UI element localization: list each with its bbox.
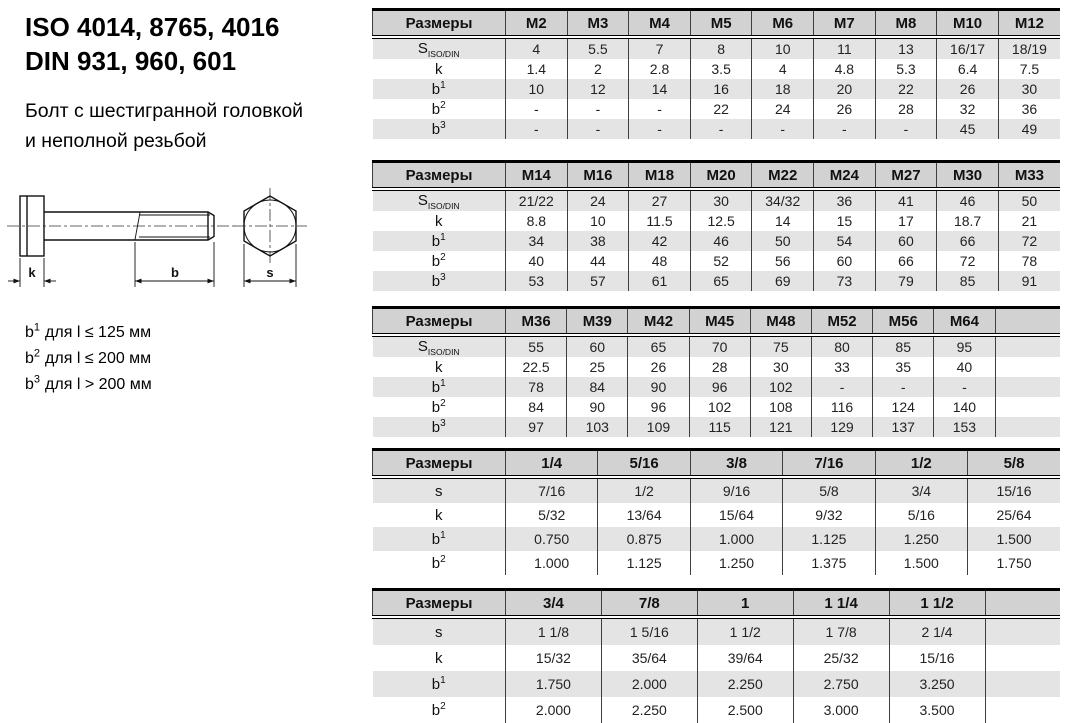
value-cell: 116 (811, 397, 872, 417)
table-row (373, 477, 1061, 503)
value-cell: 28 (875, 99, 937, 119)
value-cell: 129 (811, 417, 872, 437)
column-header: M2 (506, 10, 568, 38)
value-cell: 12.5 (690, 211, 752, 231)
value-cell: 0.875 (598, 527, 690, 551)
value-cell: 27 (629, 189, 691, 211)
empty-header-cell (995, 308, 1060, 336)
value-cell: 4.8 (814, 59, 876, 79)
value-cell: 102 (689, 397, 750, 417)
row-label: k (435, 358, 443, 376)
table-row (373, 697, 1061, 723)
value-cell: 40 (934, 357, 995, 377)
value-cell: 115 (689, 417, 750, 437)
empty-cell (995, 377, 1060, 397)
value-cell: 14 (629, 79, 691, 99)
row-label: $b^3$ (373, 119, 506, 139)
value-cell: 1/2 (598, 477, 690, 503)
value-cell: 11 (814, 37, 876, 59)
value-cell: - (567, 119, 629, 139)
value-cell: - (814, 119, 876, 139)
value-cell: 30 (998, 79, 1060, 99)
value-cell: 57 (567, 271, 629, 291)
product-description (25, 96, 303, 156)
row-label: $b^3$ (373, 417, 506, 437)
table-row (373, 357, 1061, 377)
value-cell: 21/22 (506, 189, 568, 211)
value-cell: 38 (567, 231, 629, 251)
value-cell: 9/16 (690, 477, 782, 503)
value-cell: 124 (873, 397, 934, 417)
value-cell: 48 (629, 251, 691, 271)
table-row (373, 189, 1061, 211)
value-cell: 40 (506, 251, 568, 271)
value-cell: 1.000 (506, 551, 598, 575)
footnote-b2: $b^2$ для l ≤ 200 мм (25, 347, 152, 367)
empty-cell (985, 671, 1060, 697)
value-cell: 1.125 (783, 527, 875, 551)
column-header: M27 (875, 162, 937, 190)
value-cell: 8 (690, 37, 752, 59)
value-cell: 22.5 (506, 357, 567, 377)
sizes-header-cell: Размеры (373, 450, 506, 478)
dimension-label-b: b (171, 265, 179, 280)
dimension-lines (8, 242, 296, 287)
row-label: $b^1$ (373, 671, 506, 697)
value-cell: 0.750 (506, 527, 598, 551)
value-cell: 22 (875, 79, 937, 99)
value-cell: 17 (875, 211, 937, 231)
column-header: M8 (875, 10, 937, 38)
column-header: M6 (752, 10, 814, 38)
value-cell: 52 (690, 251, 752, 271)
column-header: M24 (814, 162, 876, 190)
left-column (0, 0, 370, 720)
row-label: $S_{ISO/DIN}$ (373, 335, 506, 357)
row-label: s (373, 617, 506, 645)
column-header: M20 (690, 162, 752, 190)
value-cell: 3.5 (690, 59, 752, 79)
value-cell: 44 (567, 251, 629, 271)
value-cell: 102 (750, 377, 811, 397)
value-cell: 5.3 (875, 59, 937, 79)
value-cell: - (506, 119, 568, 139)
column-header: 3/4 (506, 590, 602, 618)
value-cell: 14 (752, 211, 814, 231)
value-cell: 46 (937, 189, 999, 211)
dimension-label-k: k (28, 265, 36, 280)
value-cell: 3/4 (875, 477, 967, 503)
value-cell: 137 (873, 417, 934, 437)
value-cell: - (875, 119, 937, 139)
table-row (373, 397, 1061, 417)
value-cell: 60 (814, 251, 876, 271)
value-cell: 54 (814, 231, 876, 251)
value-cell: - (506, 99, 568, 119)
value-cell: 1.4 (506, 59, 568, 79)
value-cell: 70 (689, 335, 750, 357)
value-cell: 84 (567, 377, 628, 397)
value-cell: 3.250 (889, 671, 985, 697)
value-cell: 3.000 (793, 697, 889, 723)
value-cell: 34 (506, 231, 568, 251)
value-cell: 10 (506, 79, 568, 99)
column-header: M39 (567, 308, 628, 336)
value-cell: 41 (875, 189, 937, 211)
column-header: 1 1/4 (793, 590, 889, 618)
value-cell: 10 (567, 211, 629, 231)
value-cell: 34/32 (752, 189, 814, 211)
value-cell: - (629, 119, 691, 139)
row-label: $S_{ISO/DIN}$ (373, 37, 506, 59)
value-cell: 96 (628, 397, 689, 417)
product-description-line2: и неполной резьбой (25, 130, 207, 152)
value-cell: 78 (998, 251, 1060, 271)
column-header: M52 (811, 308, 872, 336)
value-cell: 50 (752, 231, 814, 251)
value-cell: 15 (814, 211, 876, 231)
value-cell: 2.500 (697, 697, 793, 723)
value-cell: 5/32 (506, 503, 598, 527)
column-header: M64 (934, 308, 995, 336)
value-cell: - (934, 377, 995, 397)
dimension-table-3 (372, 306, 1060, 437)
value-cell: 26 (628, 357, 689, 377)
value-cell: 66 (875, 251, 937, 271)
column-header: M45 (689, 308, 750, 336)
table-row (373, 59, 1061, 79)
standards-title (25, 10, 279, 78)
value-cell: 72 (998, 231, 1060, 251)
column-header: M10 (937, 10, 999, 38)
column-header: M42 (628, 308, 689, 336)
value-cell: 18.7 (937, 211, 999, 231)
dimension-table-5 (372, 588, 1060, 723)
value-cell: 95 (934, 335, 995, 357)
sizes-header-cell: Размеры (373, 162, 506, 190)
row-label: k (435, 649, 443, 667)
row-label: $b^2$ (431, 554, 446, 572)
value-cell: 73 (814, 271, 876, 291)
table-row (373, 645, 1061, 671)
value-cell: 2.8 (629, 59, 691, 79)
value-cell: 2.750 (793, 671, 889, 697)
value-cell: 80 (811, 335, 872, 357)
dimension-table-2 (372, 160, 1060, 291)
value-cell: 7.5 (998, 59, 1060, 79)
column-header: 3/8 (690, 450, 782, 478)
table-row (373, 377, 1061, 397)
row-label: $b^2$ (431, 398, 446, 416)
value-cell: 24 (567, 189, 629, 211)
value-cell: 26 (814, 99, 876, 119)
value-cell: 60 (567, 335, 628, 357)
value-cell: 79 (875, 271, 937, 291)
value-cell: 56 (752, 251, 814, 271)
column-header: M7 (814, 10, 876, 38)
iso-standards-line: ISO 4014, 8765, 4016 (25, 12, 280, 42)
value-cell: 1.500 (875, 551, 967, 575)
value-cell: 2.000 (506, 697, 602, 723)
value-cell: 9/32 (783, 503, 875, 527)
value-cell: 65 (690, 271, 752, 291)
value-cell: 2.250 (601, 697, 697, 723)
value-cell: 15/16 (968, 477, 1060, 503)
value-cell: 85 (937, 271, 999, 291)
value-cell: 60 (875, 231, 937, 251)
value-cell: 36 (998, 99, 1060, 119)
value-cell: - (873, 377, 934, 397)
value-cell: 153 (934, 417, 995, 437)
column-header: M4 (629, 10, 691, 38)
sizes-header-cell: Размеры (373, 308, 506, 336)
column-header: 5/16 (598, 450, 690, 478)
column-header: 5/8 (968, 450, 1060, 478)
value-cell: 140 (934, 397, 995, 417)
value-cell: 108 (750, 397, 811, 417)
value-cell: 30 (690, 189, 752, 211)
dimension-tables (372, 0, 1064, 723)
value-cell: 33 (811, 357, 872, 377)
value-cell: - (567, 99, 629, 119)
value-cell: 6.4 (937, 59, 999, 79)
row-label: $b^1$ (373, 527, 506, 551)
value-cell: 30 (750, 357, 811, 377)
value-cell: 1 5/16 (601, 617, 697, 645)
column-header: 7/8 (601, 590, 697, 618)
value-cell: 18/19 (998, 37, 1060, 59)
value-cell: 21 (998, 211, 1060, 231)
value-cell: 36 (814, 189, 876, 211)
column-header: M12 (998, 10, 1060, 38)
column-header: 1/4 (506, 450, 598, 478)
column-header: 1/2 (875, 450, 967, 478)
value-cell: - (690, 119, 752, 139)
value-cell: 46 (690, 231, 752, 251)
table-row (373, 417, 1061, 437)
value-cell: 11.5 (629, 211, 691, 231)
value-cell: 35/64 (601, 645, 697, 671)
value-cell: 12 (567, 79, 629, 99)
value-cell: 5/8 (783, 477, 875, 503)
value-cell: 109 (628, 417, 689, 437)
value-cell: 96 (689, 377, 750, 397)
dimension-label-s: s (266, 265, 274, 280)
value-cell: 25/32 (793, 645, 889, 671)
table-row (373, 617, 1061, 645)
value-cell: 35 (873, 357, 934, 377)
value-cell: 2.250 (697, 671, 793, 697)
row-label: $b^2$ (431, 252, 446, 270)
row-label: $b^2$ (431, 701, 446, 719)
value-cell: 1.375 (783, 551, 875, 575)
value-cell: 15/32 (506, 645, 602, 671)
value-cell: - (811, 377, 872, 397)
value-cell: 50 (998, 189, 1060, 211)
column-header: M14 (506, 162, 568, 190)
value-cell: 85 (873, 335, 934, 357)
value-cell: 15/16 (889, 645, 985, 671)
value-cell: 75 (750, 335, 811, 357)
value-cell: 20 (814, 79, 876, 99)
value-cell: 2 (567, 59, 629, 79)
value-cell: 10 (752, 37, 814, 59)
value-cell: - (752, 119, 814, 139)
value-cell: 90 (628, 377, 689, 397)
table-row (373, 99, 1061, 119)
column-header: M5 (690, 10, 752, 38)
row-label: $b^1$ (373, 79, 506, 99)
empty-cell (995, 417, 1060, 437)
row-label: k (435, 212, 443, 230)
table-row (373, 551, 1061, 575)
footnote-b1: $b^1$ для l ≤ 125 мм (25, 321, 152, 341)
column-header: M16 (567, 162, 629, 190)
value-cell: 97 (506, 417, 567, 437)
value-cell: 13/64 (598, 503, 690, 527)
value-cell: 1.750 (968, 551, 1060, 575)
table-row (373, 527, 1061, 551)
sizes-header-cell: Размеры (373, 10, 506, 38)
value-cell: 25/64 (968, 503, 1060, 527)
value-cell: 16/17 (937, 37, 999, 59)
value-cell: 15/64 (690, 503, 782, 527)
din-standards-line: DIN 931, 960, 601 (25, 46, 237, 76)
value-cell: 90 (567, 397, 628, 417)
value-cell: 7 (629, 37, 691, 59)
value-cell: 8.8 (506, 211, 568, 231)
footnote-b3: $b^3$ для l > 200 мм (25, 373, 152, 393)
column-header: M48 (750, 308, 811, 336)
column-header: M22 (752, 162, 814, 190)
column-header: 1 (697, 590, 793, 618)
value-cell: 49 (998, 119, 1060, 139)
row-label: k (435, 60, 443, 78)
empty-cell (985, 645, 1060, 671)
value-cell: 42 (629, 231, 691, 251)
row-label: $b^2$ (431, 100, 446, 118)
table-row (373, 335, 1061, 357)
value-cell: 45 (937, 119, 999, 139)
value-cell: 1.250 (690, 551, 782, 575)
centerlines (7, 188, 307, 264)
sizes-header-cell: Размеры (373, 590, 506, 618)
column-header: M18 (629, 162, 691, 190)
value-cell: 1 1/8 (506, 617, 602, 645)
table-row (373, 671, 1061, 697)
dimension-table-1 (372, 8, 1060, 139)
value-cell: 5/16 (875, 503, 967, 527)
value-cell: 53 (506, 271, 568, 291)
value-cell: 84 (506, 397, 567, 417)
dimension-table-4 (372, 448, 1060, 575)
table-row (373, 211, 1061, 231)
value-cell: 3.500 (889, 697, 985, 723)
value-cell: 1.125 (598, 551, 690, 575)
column-header: M36 (506, 308, 567, 336)
empty-cell (995, 397, 1060, 417)
value-cell: 7/16 (506, 477, 598, 503)
column-header: M3 (567, 10, 629, 38)
value-cell: 32 (937, 99, 999, 119)
row-label: $S_{ISO/DIN}$ (373, 189, 506, 211)
value-cell: 4 (752, 59, 814, 79)
value-cell: 1.500 (968, 527, 1060, 551)
value-cell: 5.5 (567, 37, 629, 59)
value-cell: 39/64 (697, 645, 793, 671)
value-cell: 28 (689, 357, 750, 377)
value-cell: 18 (752, 79, 814, 99)
value-cell: 22 (690, 99, 752, 119)
value-cell: 4 (506, 37, 568, 59)
value-cell: 103 (567, 417, 628, 437)
column-header: M56 (873, 308, 934, 336)
row-label: $b^1$ (373, 231, 506, 251)
row-label: s (373, 477, 506, 503)
value-cell: - (629, 99, 691, 119)
value-cell: 1.750 (506, 671, 602, 697)
bolt-technical-drawing (4, 184, 334, 306)
value-cell: 91 (998, 271, 1060, 291)
empty-cell (995, 357, 1060, 377)
value-cell: 121 (750, 417, 811, 437)
value-cell: 69 (752, 271, 814, 291)
value-cell: 72 (937, 251, 999, 271)
table-row (373, 251, 1061, 271)
value-cell: 1 7/8 (793, 617, 889, 645)
value-cell: 24 (752, 99, 814, 119)
value-cell: 78 (506, 377, 567, 397)
row-label: k (435, 506, 443, 524)
value-cell: 1.250 (875, 527, 967, 551)
column-header: 1 1/2 (889, 590, 985, 618)
column-header: 7/16 (783, 450, 875, 478)
value-cell: 2.000 (601, 671, 697, 697)
column-header: M33 (998, 162, 1060, 190)
value-cell: 26 (937, 79, 999, 99)
empty-cell (985, 697, 1060, 723)
value-cell: 1.000 (690, 527, 782, 551)
empty-header-cell (985, 590, 1060, 618)
footnotes (25, 320, 152, 398)
value-cell: 61 (629, 271, 691, 291)
empty-cell (995, 335, 1060, 357)
table-row (373, 231, 1061, 251)
value-cell: 13 (875, 37, 937, 59)
table-row (373, 119, 1061, 139)
value-cell: 55 (506, 335, 567, 357)
table-row (373, 503, 1061, 527)
table-row (373, 271, 1061, 291)
row-label: $b^1$ (373, 377, 506, 397)
empty-cell (985, 617, 1060, 645)
row-label: $b^3$ (373, 271, 506, 291)
value-cell: 66 (937, 231, 999, 251)
column-header: M30 (937, 162, 999, 190)
table-row (373, 37, 1061, 59)
value-cell: 65 (628, 335, 689, 357)
value-cell: 25 (567, 357, 628, 377)
product-description-line1: Болт с шестигранной головкой (25, 100, 304, 122)
value-cell: 16 (690, 79, 752, 99)
value-cell: 2 1/4 (889, 617, 985, 645)
value-cell: 1 1/2 (697, 617, 793, 645)
table-row (373, 79, 1061, 99)
